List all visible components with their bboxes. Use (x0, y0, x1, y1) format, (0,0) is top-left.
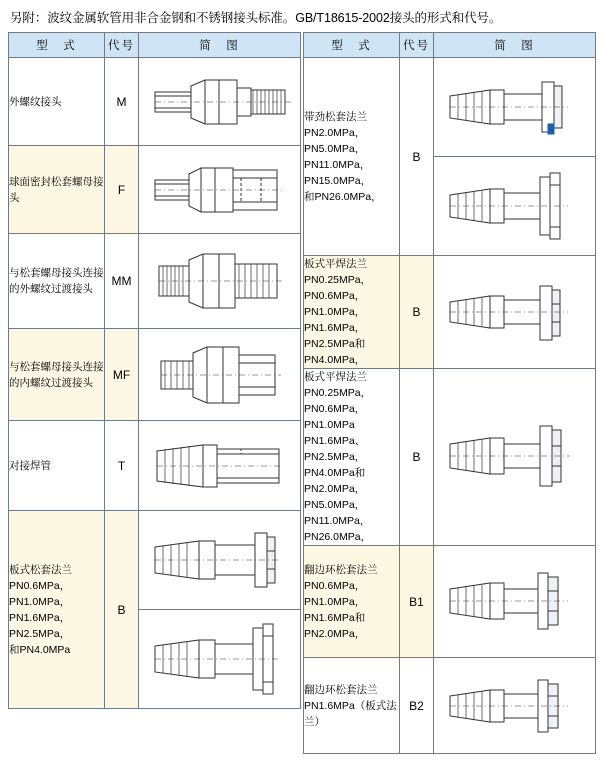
table-row (9, 511, 301, 709)
row-code: T (105, 421, 139, 511)
plate-slip-on-flange-diagram (434, 256, 596, 369)
row-code: F (105, 146, 139, 234)
table-row (304, 256, 596, 369)
row-type: 球面密封松套螺母接头 (9, 146, 105, 234)
table-row (304, 658, 596, 754)
row-type: 与松套螺母接头连接的外螺纹过渡接头 (9, 234, 105, 329)
row-type-line: PN0.25MPa，PN0.6MPa， (304, 274, 372, 302)
row-code: B1 (400, 546, 434, 658)
flared-ring-lap-flange-diagram (434, 546, 596, 658)
row-type-line: PN0.6MPa，PN1.0MPa， (304, 579, 366, 608)
row-type-line: PN11.0MPa，PN26.0MPa， (304, 515, 372, 543)
row-type-line: PN1.0MPa，PN1.6MPa， (304, 306, 366, 334)
row-type-line: 翻边环松套法兰 (304, 563, 378, 576)
table-row (9, 234, 301, 329)
row-code: MF (105, 329, 139, 421)
ribbed-lap-joint-flange-diagram (434, 58, 596, 256)
table-row (9, 329, 301, 421)
right-table-container (303, 32, 592, 754)
header-code-left: 代号 (105, 33, 139, 58)
header-type-left: 型 式 (9, 33, 105, 58)
header-figure-left: 简 图 (139, 33, 301, 58)
left-table-container (8, 32, 297, 754)
row-type-line: PN2.5MPa，PN4.0MPa和 (304, 451, 366, 479)
fittings-table (8, 32, 592, 754)
page-title: 另附：波纹金属软管用非合金钢和不锈钢接头标准。GB/T18615-2002接头的形式和代号。 (10, 11, 502, 25)
row-type-line: PN0.25MPa，PN0.6MPa， (304, 387, 372, 415)
table-row (9, 421, 301, 511)
row-type-line: 翻边环松套法兰 (304, 683, 378, 696)
row-type-line: PN0.6MPa，PN1.0MPa， (9, 579, 71, 608)
row-type (304, 369, 400, 546)
table-row (9, 146, 301, 234)
row-type-line: PN2.0MPa，PN5.0MPa， (304, 483, 366, 511)
header-figure-right: 简 图 (434, 33, 596, 58)
row-code: MM (105, 234, 139, 329)
row-type-line: PN1.6MPa和PN2.0MPa， (304, 611, 366, 640)
row-type-line: 板式松套法兰 (9, 563, 72, 576)
row-code: M (105, 58, 139, 146)
row-type-line: 板式平焊法兰 (304, 371, 367, 383)
table-row (304, 58, 596, 256)
plate-slip-on-flange-2-diagram (434, 369, 596, 546)
male-transition-fitting-diagram (139, 234, 301, 329)
table-row (304, 546, 596, 658)
header-type-right: 型 式 (304, 33, 400, 58)
male-thread-fitting-diagram (139, 58, 301, 146)
row-type-line: 带劲松套法兰 (304, 110, 367, 123)
row-type: 与松套螺母接头连接的内螺纹过渡接头 (9, 329, 105, 421)
row-code: B (400, 369, 434, 546)
row-type-line: 和PN4.0MPa (9, 643, 71, 656)
table-row (304, 369, 596, 546)
female-transition-fitting-diagram (139, 329, 301, 421)
row-code: B (400, 256, 434, 369)
header-code-right: 代号 (400, 33, 434, 58)
butt-weld-pipe-diagram (139, 421, 301, 511)
row-type-line: PN1.0MPa PN1.6MPa、 (304, 419, 366, 447)
left-table (8, 32, 301, 709)
plate-lap-joint-flange-diagram (139, 511, 301, 709)
row-type-line: PN1.6MPa，PN2.5MPa， (9, 611, 71, 640)
flared-ring-lap-flange-2-diagram (434, 658, 596, 754)
row-type-line: PN11.0MPa，PN15.0MPa， (304, 158, 372, 187)
row-type: 外螺纹接头 (9, 58, 105, 146)
right-table (303, 32, 596, 754)
row-type-line: PN1.6MPa（板式法兰） (304, 699, 397, 728)
row-type-line: PN2.5MPa和PN4.0MPa， (304, 338, 366, 366)
row-code: B (400, 58, 434, 256)
row-type (304, 546, 400, 658)
row-type (304, 256, 400, 369)
row-type (9, 511, 105, 709)
table-row (9, 58, 301, 146)
row-type: 对接焊管 (9, 421, 105, 511)
row-code: B (105, 511, 139, 709)
row-type-line: 板式平焊法兰 (304, 258, 367, 270)
row-type (304, 58, 400, 256)
row-type-line: PN2.0MPa，PN5.0MPa， (304, 126, 366, 155)
row-type-line: 和PN26.0MPa， (304, 190, 382, 203)
row-code: B2 (400, 658, 434, 754)
spherical-seal-union-nut-diagram (139, 146, 301, 234)
row-type (304, 658, 400, 754)
